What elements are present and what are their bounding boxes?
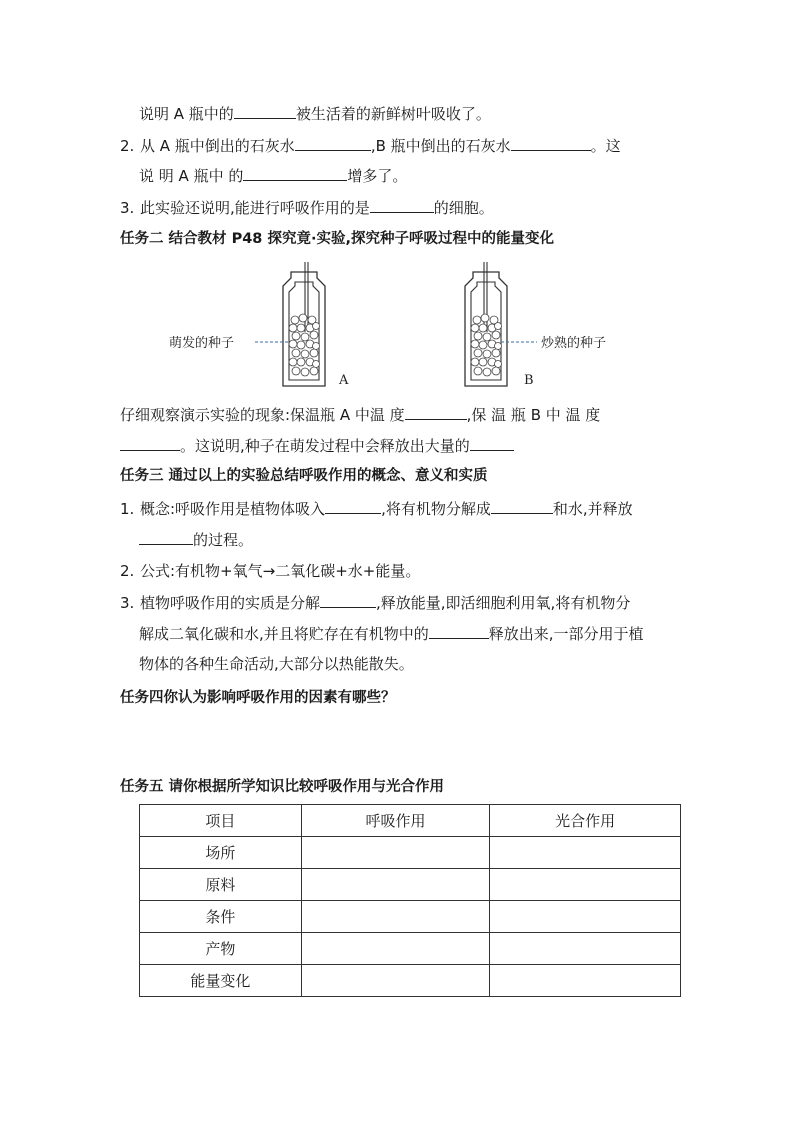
answer-blank[interactable] bbox=[429, 623, 489, 639]
table-row bbox=[140, 869, 681, 901]
task5-heading: 任务五 请你根据所学知识比较呼吸作用与光合作用 bbox=[120, 779, 445, 795]
concept-item-continued: 的过程。 bbox=[139, 529, 253, 550]
observation-line-1: 仔细观察演示实验的现象:保温瓶 A 中温 度 ,保 温 瓶 B 中 温 度 bbox=[120, 406, 601, 424]
answer-cell[interactable] bbox=[301, 933, 490, 965]
table-row bbox=[140, 901, 681, 933]
table-header: 项目 bbox=[140, 805, 302, 837]
task4-heading: 任务四你认为影响呼吸作用的因素有哪些？ bbox=[120, 690, 396, 706]
observation-line-2: 。这说明,种子在萌发过程中会释放出大量的 bbox=[120, 435, 514, 456]
answer-blank[interactable] bbox=[470, 435, 514, 451]
answer-blank[interactable] bbox=[295, 135, 371, 151]
table-row bbox=[140, 837, 681, 869]
answer-blank[interactable] bbox=[405, 404, 467, 420]
bottle-a-icon bbox=[283, 262, 325, 386]
table-row bbox=[140, 933, 681, 965]
table-header: 呼吸作用 bbox=[301, 805, 490, 837]
row-label: 条件 bbox=[140, 901, 302, 933]
question-2: 2. 从 A 瓶中倒出的石灰水 ,B 瓶中倒出的石灰水 。这 bbox=[120, 137, 621, 155]
answer-cell[interactable] bbox=[490, 965, 681, 997]
essence-item-continued-2: 物体的各种生命活动,大部分以热能散失。 bbox=[139, 655, 414, 673]
answer-cell[interactable] bbox=[490, 901, 681, 933]
row-label: 场所 bbox=[140, 837, 302, 869]
statement-a-bottle: 说明 A 瓶中的 被生活着的新鲜树叶吸收了。 bbox=[139, 105, 491, 123]
answer-blank[interactable] bbox=[139, 529, 193, 545]
bottle-b-icon bbox=[465, 262, 507, 386]
comparison-table bbox=[139, 804, 681, 997]
table-header-row bbox=[140, 805, 681, 837]
answer-blank[interactable] bbox=[234, 103, 296, 119]
answer-cell[interactable] bbox=[490, 933, 681, 965]
answer-blank[interactable] bbox=[243, 165, 347, 181]
answer-blank[interactable] bbox=[511, 135, 591, 151]
question-3: 3. 此实验还说明,能进行呼吸作用的是 的细胞。 bbox=[120, 199, 494, 217]
essence-item: 3. 植物呼吸作用的实质是分解 ,释放能量,即活细胞利用氧,将有机物分 bbox=[120, 594, 631, 612]
concept-item: 1. 概念:呼吸作用是植物体吸入 ,将有机物分解成 和水,并释放 bbox=[120, 500, 633, 518]
formula-item: 2. 公式:有机物+氧气→二氧化碳+水+能量。 bbox=[120, 562, 421, 580]
label-germinating-seeds: 萌发的种子 bbox=[169, 336, 235, 351]
answer-cell[interactable] bbox=[301, 965, 490, 997]
task3-heading: 任务三 通过以上的实验总结呼吸作用的概念、意义和实质 bbox=[120, 468, 488, 484]
thermos-experiment-figure bbox=[165, 258, 635, 392]
table-header: 光合作用 bbox=[490, 805, 681, 837]
answer-blank[interactable] bbox=[320, 592, 376, 608]
row-label: 产物 bbox=[140, 933, 302, 965]
answer-cell[interactable] bbox=[301, 869, 490, 901]
answer-cell[interactable] bbox=[301, 901, 490, 933]
question-2-continued: 说 明 A 瓶中 的 增多了。 bbox=[139, 167, 408, 185]
answer-cell[interactable] bbox=[301, 837, 490, 869]
label-bottle-a: A bbox=[339, 373, 349, 388]
label-roasted-seeds: 炒熟的种子 bbox=[541, 336, 607, 351]
task2-heading: 任务二 结合教材 P48 探究竟·实验,探究种子呼吸过程中的能量变化 bbox=[120, 231, 554, 247]
table-row bbox=[140, 965, 681, 997]
answer-cell[interactable] bbox=[490, 869, 681, 901]
answer-cell[interactable] bbox=[490, 837, 681, 869]
answer-blank[interactable] bbox=[370, 197, 434, 213]
essence-item-continued-1: 解成二氧化碳和水,并且将贮存在有机物中的 释放出来,一部分用于植 bbox=[139, 625, 644, 643]
answer-blank[interactable] bbox=[325, 498, 381, 514]
row-label: 能量变化 bbox=[140, 965, 302, 997]
answer-blank[interactable] bbox=[491, 498, 553, 514]
answer-blank[interactable] bbox=[120, 435, 180, 451]
label-bottle-b: B bbox=[524, 373, 534, 388]
row-label: 原料 bbox=[140, 869, 302, 901]
